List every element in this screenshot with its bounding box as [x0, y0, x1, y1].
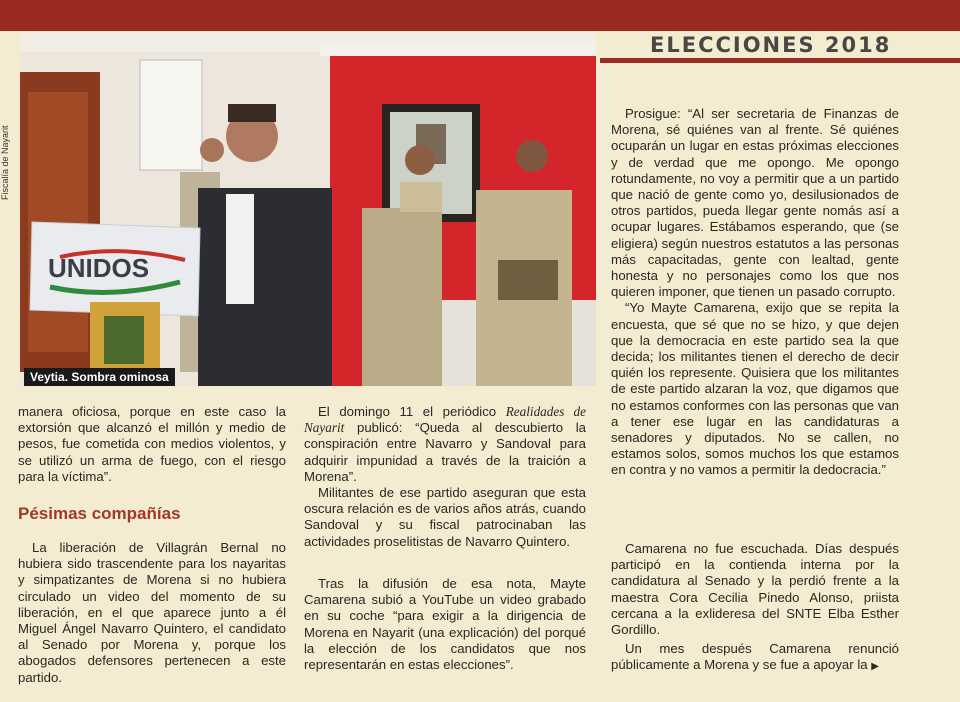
paragraph-newspaper — [304, 404, 586, 485]
continue-arrow-icon: ▶ — [871, 661, 879, 673]
column-1-top — [18, 404, 286, 485]
paragraph: Camarena no fue escuchada. Días después participó en la contienda interna por la candidatura al Senado y la perdió frente a la maestra Cora Cecilia Pinedo Alonso, priista cercana a la exlideresa del SNTE Elba Esther Gordillo. — [611, 541, 899, 638]
paragraph-continued — [611, 641, 899, 675]
column-3-bottom — [611, 641, 899, 675]
paragraph: Militantes de ese partido aseguran que esta oscura relación es de varios años atrás, cuando Sandoval y su fiscal patrocinaban las actividades proselitistas de Navarro Quintero. — [304, 485, 586, 549]
podium-logo-text: UNIDOS — [48, 253, 150, 283]
paragraph: La liberación de Villagrán Bernal no hubiera sido trascendente para los nayaritas y simpatizantes de Morena si no hubiera circulado un video del momento de su liberación, en el que aparece junto a él Miguel Ángel Navarro Quintero, el candidato al Senado por Morena y, porque los abogados defensores pertenecen a este partido. — [18, 540, 286, 685]
paragraph: manera oficiosa, porque en este caso la extorsión que alcanzó el millón y medio de pesos, fue cometida con medios violentos, y se utilizó un arma de fuego, con el riesgo para la víctima”. — [18, 404, 286, 484]
photo-caption: Veytia. Sombra ominosa — [24, 368, 175, 386]
column-2-bottom — [304, 576, 586, 673]
paragraph-text: El domingo 11 el periódico — [318, 404, 506, 419]
column-1-body — [18, 540, 286, 686]
press-conference-photo — [20, 32, 596, 386]
column-2-top — [304, 404, 586, 550]
column-3-middle — [611, 541, 899, 638]
section-title: ELECCIONES 2018 — [650, 33, 892, 57]
paragraph: “Yo Mayte Camarena, exijo que se repita la encuesta, que sé que no se hizo, y que dejen que la democracia en este partido sea la que decida; los militantes tienen el derecho de decir quién los represente. Quisiera que los militantes de este partido alzaran la voz, que digamos que no estamos conformes con las personas que van a tener ese lugar en las candidaturas a senadores y diputados. No se callen, no estamos solos, somos muchos los que estamos en contra y no vamos a permitir la dedocracia.” — [611, 300, 899, 478]
paragraph-text: publicó: “Queda al descubierto la conspiración entre Navarro y Sandoval para adquirir impunidad a través de la traición a Morena”. — [304, 420, 586, 484]
top-color-band — [0, 0, 960, 31]
photo-credit: Fiscalía de Nayarit — [0, 125, 10, 200]
paragraph: Tras la difusión de esa nota, Mayte Camarena subió a YouTube un video grabado en su coche “para exigir a la dirigencia de Morena en Nayarit (una explicación) del porqué la elección de los candidatos que nos representarán en estas elecciones”. — [304, 576, 586, 673]
section-rule — [600, 58, 960, 63]
newspaper-name: Realidades de Nayarit — [304, 404, 586, 436]
paragraph: Prosigue: “Al ser secretaria de Finanzas de Morena, sé quiénes van al frente. Sé quiénes ocuparán un lugar en estas próximas elecciones y de verdad que me opongo. Me opongo rotundamente, no voy a permitir que a un partido que nació de gente como yo, desilusionados de otros partidos, pueda llegar gente nomás así a ocupar lugares. Estábamos esperando, que (se eligiera) según nuestros estatutos a las personas más capacitadas, gente con lealtad, gente honesta y no personajes como los que nos quieren imponer, que tienen un pasado corrupto. — [611, 106, 899, 300]
subheading: Pésimas compañías — [18, 504, 181, 523]
column-3-top — [611, 106, 899, 479]
paragraph-text: Un mes después Camarena renunció públicamente a Morena y se fue a apoyar la — [611, 641, 899, 673]
